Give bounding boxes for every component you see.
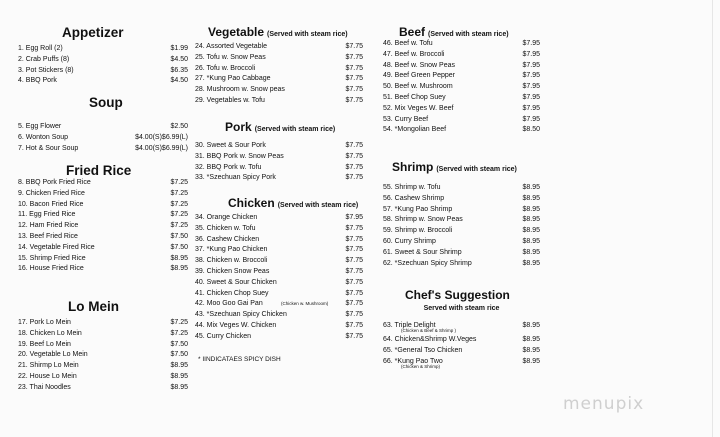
menu-item [18,178,188,189]
item-name: 66. *Kung Pao Two [383,357,443,365]
section-title: Appetizer [62,25,124,40]
menu-item [18,329,188,340]
menu-item [383,346,540,357]
item-name: 32. BBQ Pork w. Tofu [195,163,262,171]
item-list [383,39,540,136]
item-name: 18. Chicken Lo Mein [18,329,82,337]
item-price: $7.95 [522,115,540,123]
spicy-footnote: * IINDICATAES SPICY DISH [198,356,281,363]
menu-item [383,259,540,270]
item-price: $7.75 [345,235,363,243]
item-name: 58. Shrimp w. Snow Peas [383,216,463,224]
menu-item [18,122,188,133]
menu-item [195,310,363,321]
menu-item [195,256,363,267]
menu-item [383,82,540,93]
item-price: $7.25 [170,179,188,186]
section-vegetable [195,25,363,104]
item-name: 55. Shrimp w. Tofu [383,184,441,191]
section-note: (Served with steam rice) [277,202,359,209]
item-price: $7.75 [345,246,363,254]
item-name: 22. House Lo Mein [18,372,77,380]
section-soup [18,95,188,152]
item-list [18,178,188,275]
section-shrimp [383,160,540,267]
item-price: $8.95 [522,184,540,191]
item-name: 45. Curry Chicken [195,332,252,340]
item-price: $7.75 [345,163,363,171]
item-price: $7.75 [345,152,363,160]
section-chefs-suggestion [383,288,540,369]
item-name: 50. Beef w. Mushroom [383,83,453,91]
item-price: $7.75 [345,53,363,61]
item-price: $8.95 [522,227,540,235]
section-title [195,121,363,133]
item-price: $7.75 [345,224,363,232]
section-title-text: Chicken [228,196,275,210]
menu-item [195,163,363,174]
menu-item [18,372,188,383]
menu-item [18,221,188,232]
section-title: Soup [89,95,123,110]
menu-item [383,321,540,335]
section-title [195,26,363,38]
item-name: 40. Sweet & Sour Chicken [195,278,277,286]
menu-item [195,152,363,163]
item-price: $8.95 [522,194,540,202]
item-price: $7.95 [522,93,540,101]
menu-item [195,96,363,107]
item-price: $8.95 [522,336,540,343]
section-note: (Served with steam rice) [436,166,517,173]
menu-item [195,278,363,289]
item-price: $8.95 [170,265,188,273]
item-name: 43. *Szechuan Spicy Chicken [195,311,287,319]
menu-item [18,254,188,265]
menu-item [383,125,540,136]
item-name: 26. Tofu w. Broccoli [195,64,256,72]
item-price: $1.99 [170,45,188,52]
item-name: 65. *General Tso Chicken [383,346,463,354]
item-list [18,122,188,154]
item-list [18,44,188,87]
item-name: 9. Chicken Fried Rice [18,189,85,197]
item-name: 51. Beef Chop Suey [383,93,446,101]
item-price: $7.25 [170,319,188,326]
item-price: $7.25 [170,222,188,230]
item-price: $7.75 [345,64,363,72]
menu-item [18,361,188,372]
item-name: 60. Curry Shrimp [383,237,436,245]
item-name: 56. Cashew Shrimp [383,194,445,202]
item-detail: (Chicken & Shrimp) [401,363,441,369]
item-price: $7.75 [345,321,363,329]
item-name: 12. Ham Fried Rice [18,222,79,230]
item-price: $7.25 [170,211,188,219]
item-name: 20. Vegetable Lo Mein [18,351,88,359]
item-price: $8.95 [170,362,188,370]
item-price: $7.95 [522,72,540,80]
item-price: $4.50 [170,55,188,63]
section-appetizer [18,25,188,85]
section-note: (Served with steam rice) [254,126,336,133]
item-price: $7.50 [170,351,188,359]
section-lo-mein [18,299,188,391]
item-name: 4. BBQ Pork [18,77,57,85]
item-name: 13. Beef Fried Rice [18,232,78,240]
item-detail: (Chicken & Beef & Shrimp ) [401,328,457,333]
item-name: 61. Sweet & Sour Shrimp [383,248,462,256]
item-price: $7.75 [345,96,363,104]
item-price: $8.95 [522,216,540,224]
menu-item [383,39,540,50]
item-price: $7.95 [522,83,540,91]
item-name: 15. Shrimp Fried Rice [18,254,86,262]
item-price: $6.35 [170,66,188,74]
item-name: 24. Assorted Vegetable [195,43,267,50]
item-price: $8.95 [522,346,540,354]
item-name: 29. Vegetables w. Tofu [195,96,265,104]
item-name: 64. Chicken&Shrimp W.Veges [383,336,477,343]
item-name: 30. Sweet & Sour Pork [195,142,266,149]
menu-item [195,53,363,64]
item-name: 17. Pork Lo Mein [18,319,71,326]
item-name: 33. *Szechuan Spicy Pork [195,174,276,182]
item-name: 5. Egg Flower [18,123,62,130]
item-name: 38. Chicken w. Broccoli [195,257,268,265]
item-price: $2.50 [170,123,188,130]
item-price: $8.95 [522,205,540,213]
menu-item [383,248,540,259]
item-price: $4.00(S)$6.99(L) [135,144,188,152]
section-title [383,26,540,38]
menu-item [195,289,363,300]
section-subtitle: Served with steam rice [423,305,500,312]
item-name: 19. Beef Lo Mein [18,340,71,348]
menu-item [18,144,188,155]
menu-item [383,357,540,371]
menu-item [18,200,188,211]
item-name: 11. Egg Fried Rice [18,211,76,219]
menu-item [18,76,188,87]
item-name: 1. Egg Roll (2) [18,45,63,52]
item-list [383,321,540,371]
section-beef [383,25,540,134]
section-title [383,161,540,173]
item-price: $7.75 [345,257,363,265]
item-name: 31. BBQ Pork w. Snow Peas [195,152,284,160]
item-price: $8.95 [522,237,540,245]
item-name: 46. Beef w. Tofu [383,40,433,47]
item-name: 35. Chicken w. Tofu [195,224,256,232]
item-price: $8.95 [170,383,188,391]
menu-item [383,50,540,61]
item-price: $8.95 [522,259,540,267]
item-price: $7.95 [522,50,540,58]
section-chicken [195,196,363,340]
section-title-text: Shrimp [392,160,434,174]
menu-item [18,318,188,329]
item-price: $8.95 [522,322,540,329]
item-name: 23. Thai Noodles [18,383,71,391]
menu-item [383,194,540,205]
item-price: $7.75 [345,311,363,319]
menu-item [195,141,363,152]
item-price: $7.25 [170,329,188,337]
section-note: (Served with steam rice) [428,31,509,38]
menu-item [383,205,540,216]
item-name: 7. Hot & Sour Soup [18,144,79,152]
section-title [195,197,363,209]
item-price: $4.50 [170,77,188,85]
item-list [195,141,363,184]
menu-item [383,115,540,126]
menu-item [18,340,188,351]
section-title-text: Pork [225,120,252,134]
item-name: 14. Vegetable Fired Rice [18,243,95,251]
menu-item [18,232,188,243]
item-price: $7.75 [345,142,363,149]
section-title: Chef's Suggestion [405,288,510,302]
menu-item [195,173,363,184]
menu-item [18,55,188,66]
item-name: 63. Triple Delight [383,322,436,329]
item-name: 49. Beef Green Pepper [383,72,455,80]
section-title: Fried Rice [66,163,132,178]
item-name: 52. Mix Veges W. Beef [383,104,454,112]
menu-item [18,350,188,361]
item-name: 36. Cashew Chicken [195,235,260,243]
item-name: 25. Tofu w. Snow Peas [195,53,266,61]
item-price: $8.50 [522,126,540,134]
menu-item [18,66,188,77]
section-pork [195,120,363,182]
menu-item [383,93,540,104]
item-price: $7.75 [345,174,363,182]
item-list [195,42,363,107]
item-name: 54. *Mongolian Beef [383,126,447,134]
item-price: $8.95 [170,372,188,380]
item-name: 47. Beef w. Broccoli [383,50,445,58]
menu-item [18,243,188,254]
item-list [383,183,540,269]
item-price: $7.75 [345,267,363,275]
item-price: $7.95 [522,104,540,112]
item-name: 42. Moo Goo Gai Pan [195,300,263,308]
item-price: $7.50 [170,243,188,251]
section-note: (Served with steam rice) [267,31,348,38]
menu-item [383,104,540,115]
item-price: $7.95 [345,214,363,221]
menu-item [383,335,540,346]
menu-item [195,299,363,310]
item-price: $7.25 [170,189,188,197]
item-price: $7.75 [345,300,363,308]
item-name: 6. Wonton Soup [18,133,69,141]
menu-item [18,210,188,221]
menu-item [195,235,363,246]
item-list [18,318,188,394]
menu-item [195,64,363,75]
item-name: 62. *Szechuan Spicy Shrimp [383,259,472,267]
menu-item [383,71,540,82]
item-price: $7.75 [345,332,363,340]
menu-item [195,74,363,85]
menu-item [383,226,540,237]
item-price: $7.75 [345,43,363,50]
item-price: $7.25 [170,200,188,208]
item-price: $7.75 [345,289,363,297]
item-price: $7.95 [522,40,540,47]
item-name: 10. Bacon Fried Rice [18,200,84,208]
item-name: 27. *Kung Pao Cabbage [195,75,271,83]
item-name: 37. *Kung Pao Chicken [195,246,268,254]
item-name: 21. Shirmp Lo Mein [18,362,79,370]
item-price: $7.95 [522,61,540,69]
item-price: $8.95 [522,248,540,256]
menu-item [195,332,363,343]
menu-item [18,133,188,144]
section-title-text: Vegetable [208,25,265,39]
menu-item [383,237,540,248]
watermark: menupix [563,394,645,414]
item-price: $8.95 [522,357,540,365]
menu-item [195,224,363,235]
menu-item [383,215,540,226]
item-name: 53. Curry Beef [383,115,429,123]
menu-item [195,267,363,278]
item-list [195,213,363,343]
menu-item [18,189,188,200]
item-name: 44. Mix Veges W. Chicken [195,321,277,329]
menu-item [195,321,363,332]
item-price: $7.50 [170,232,188,240]
item-name: 48. Beef w. Snow Peas [383,61,455,69]
item-name: 28. Mushroom w. Snow peas [195,86,285,94]
item-name: 2. Crab Puffs (8) [18,55,70,63]
item-price: $4.00(S)$6.99(L) [135,133,188,141]
item-name: 57. *Kung Pao Shrimp [383,205,453,213]
section-title-text: Beef [399,25,426,39]
menu-item [195,213,363,224]
item-name: 16. House Fried Rice [18,265,84,273]
item-name: 3. Pot Stickers (8) [18,66,74,74]
menu-item [195,85,363,96]
item-price: $7.50 [170,340,188,348]
page-edge [712,0,713,437]
section-fried-rice [18,163,188,273]
item-name: 8. BBQ Pork Fried Rice [18,179,91,186]
item-price: $7.75 [345,75,363,83]
menu-item [195,42,363,53]
menu-item [18,383,188,394]
menu-item [383,183,540,194]
item-price: $7.75 [345,86,363,94]
item-price: $8.95 [170,254,188,262]
item-name: 59. Shrimp w. Broccoli [383,227,453,235]
menu-item [195,245,363,256]
section-title: Lo Mein [68,299,119,314]
item-detail: (Chicken w. Mushroom) [281,301,329,307]
menu-item [383,61,540,72]
item-price: $7.75 [345,278,363,286]
menu-item [18,44,188,55]
item-name: 41. Chicken Chop Suey [195,289,269,297]
item-name: 34. Orange Chicken [195,214,258,221]
item-name: 39. Chicken Snow Peas [195,267,270,275]
menu-item [18,264,188,275]
